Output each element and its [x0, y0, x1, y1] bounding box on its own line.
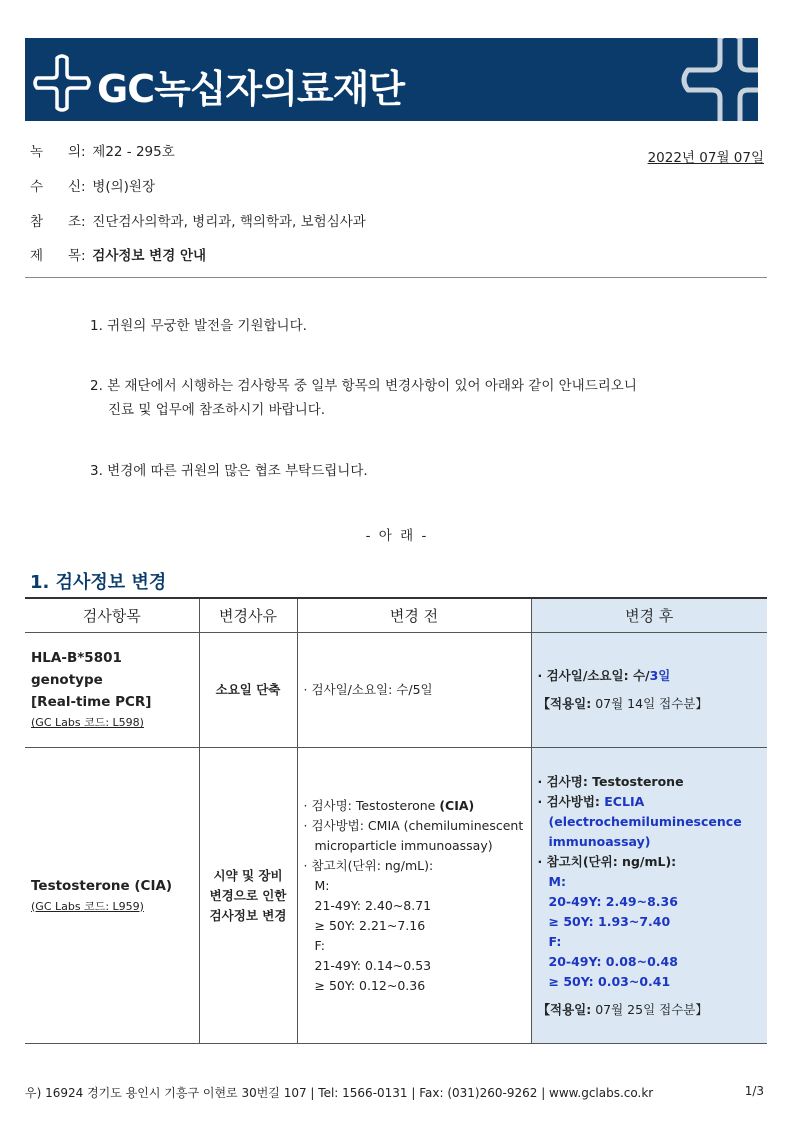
below-marker: - 아 래 - — [365, 528, 429, 544]
section-title: 1. 검사정보 변경 — [30, 572, 167, 593]
reason-cell: 소요일 단축 — [199, 633, 297, 748]
table-header-row — [25, 598, 767, 633]
reason-cell: 시약 및 장비 변경으로 인한 검사정보 변경 — [199, 748, 297, 1044]
page-number: 1/3 — [744, 1084, 764, 1098]
table-row — [25, 748, 767, 1044]
test-code: (GC Labs 코드: L959) — [31, 899, 144, 913]
test-item-cell: Testosterone (CIA) (GC Labs 코드: L959) — [25, 748, 199, 1044]
paragraph-1: 1. 귀원의 무궁한 발전을 기원합니다. — [90, 318, 307, 334]
subject-row: 제 목: 검사정보 변경 안내 — [30, 248, 207, 264]
test-code: (GC Labs 코드: L598) — [31, 716, 144, 729]
header-before: 변경 전 — [297, 598, 531, 633]
document-date: 2022년 07월 07일 — [647, 150, 764, 166]
before-cell: · 검사명: Testosterone (CIA) · 검사방법: CMIA (chemiluminescent microparticle immunoassay) · 참고치(단위: ng/mL): M: 21-49Y: 2.40~8.71 ≥ 50Y: 2.21~7.16 F: 21-49Y: 0.14~0.53 ≥ 50Y: 0.12~0.36 — [297, 748, 531, 1044]
header-after: 변경 후 — [531, 598, 767, 633]
header-banner — [25, 38, 758, 121]
reference: 진단검사의학과, 병리과, 핵의학과, 보험심사과 — [92, 214, 366, 230]
recipient: 병(의)원장 — [92, 179, 155, 195]
table-row — [25, 633, 767, 748]
apply-date: 【적용일: 07월 25일 접수분】 — [537, 1001, 708, 1017]
test-info-table — [25, 597, 767, 1044]
before-cell: · 검사일/소요일: 수/5일 — [297, 633, 531, 748]
test-item-cell: HLA-B*5801 genotype [Real-time PCR] (GC Labs 코드: L598) — [25, 633, 199, 748]
after-cell: · 검사일/소요일: 수/3일 【적용일: 07월 14일 접수분】 — [531, 633, 767, 748]
paragraph-3: 3. 변경에 따른 귀원의 많은 협조 부탁드립니다. — [90, 463, 368, 479]
header-reason: 변경사유 — [199, 598, 297, 633]
recipient-row: 수 신: 병(의)원장 — [30, 179, 155, 195]
gc-cross-logo-icon — [33, 54, 91, 112]
doc-number-row: 녹 의: 제22 - 295호 — [30, 144, 175, 160]
header-test-item: 검사항목 — [25, 598, 199, 633]
footer-address: 우) 16924 경기도 용인시 기흥구 이현로 30번길 107 | Tel: 1566-0131 | Fax: (031)260-9262 | www.gclabs.co.kr — [25, 1086, 654, 1100]
cross-decoration-icon — [680, 38, 758, 121]
doc-number: 제22 - 295호 — [92, 144, 175, 160]
subject: 검사정보 변경 안내 — [92, 248, 207, 264]
after-cell: · 검사명: Testosterone · 검사방법: ECLIA (electrochemiluminescence immunoassay) · 참고치(단위: ng/mL): M: 20-49Y: 2.49~8.36 ≥ 50Y: 1.93~7.40 F: 20-49Y: 0.08~0.48 ≥ 50Y: 0.03~0.41 【적용일: 07월 25일 접수분】 — [531, 748, 767, 1044]
apply-date: 【적용일: 07월 14일 접수분】 — [537, 696, 708, 711]
paragraph-2: 2. 본 재단에서 시행하는 검사항목 중 일부 항목의 변경사항이 있어 아래와 같이 안내드리오니 진료 및 업무에 참조하시기 바랍니다. — [90, 378, 637, 418]
brand-title: GC녹십자의료재단 — [97, 67, 405, 111]
reference-row: 참 조: 진단검사의학과, 병리과, 핵의학과, 보험심사과 — [30, 214, 366, 230]
divider — [25, 277, 767, 278]
